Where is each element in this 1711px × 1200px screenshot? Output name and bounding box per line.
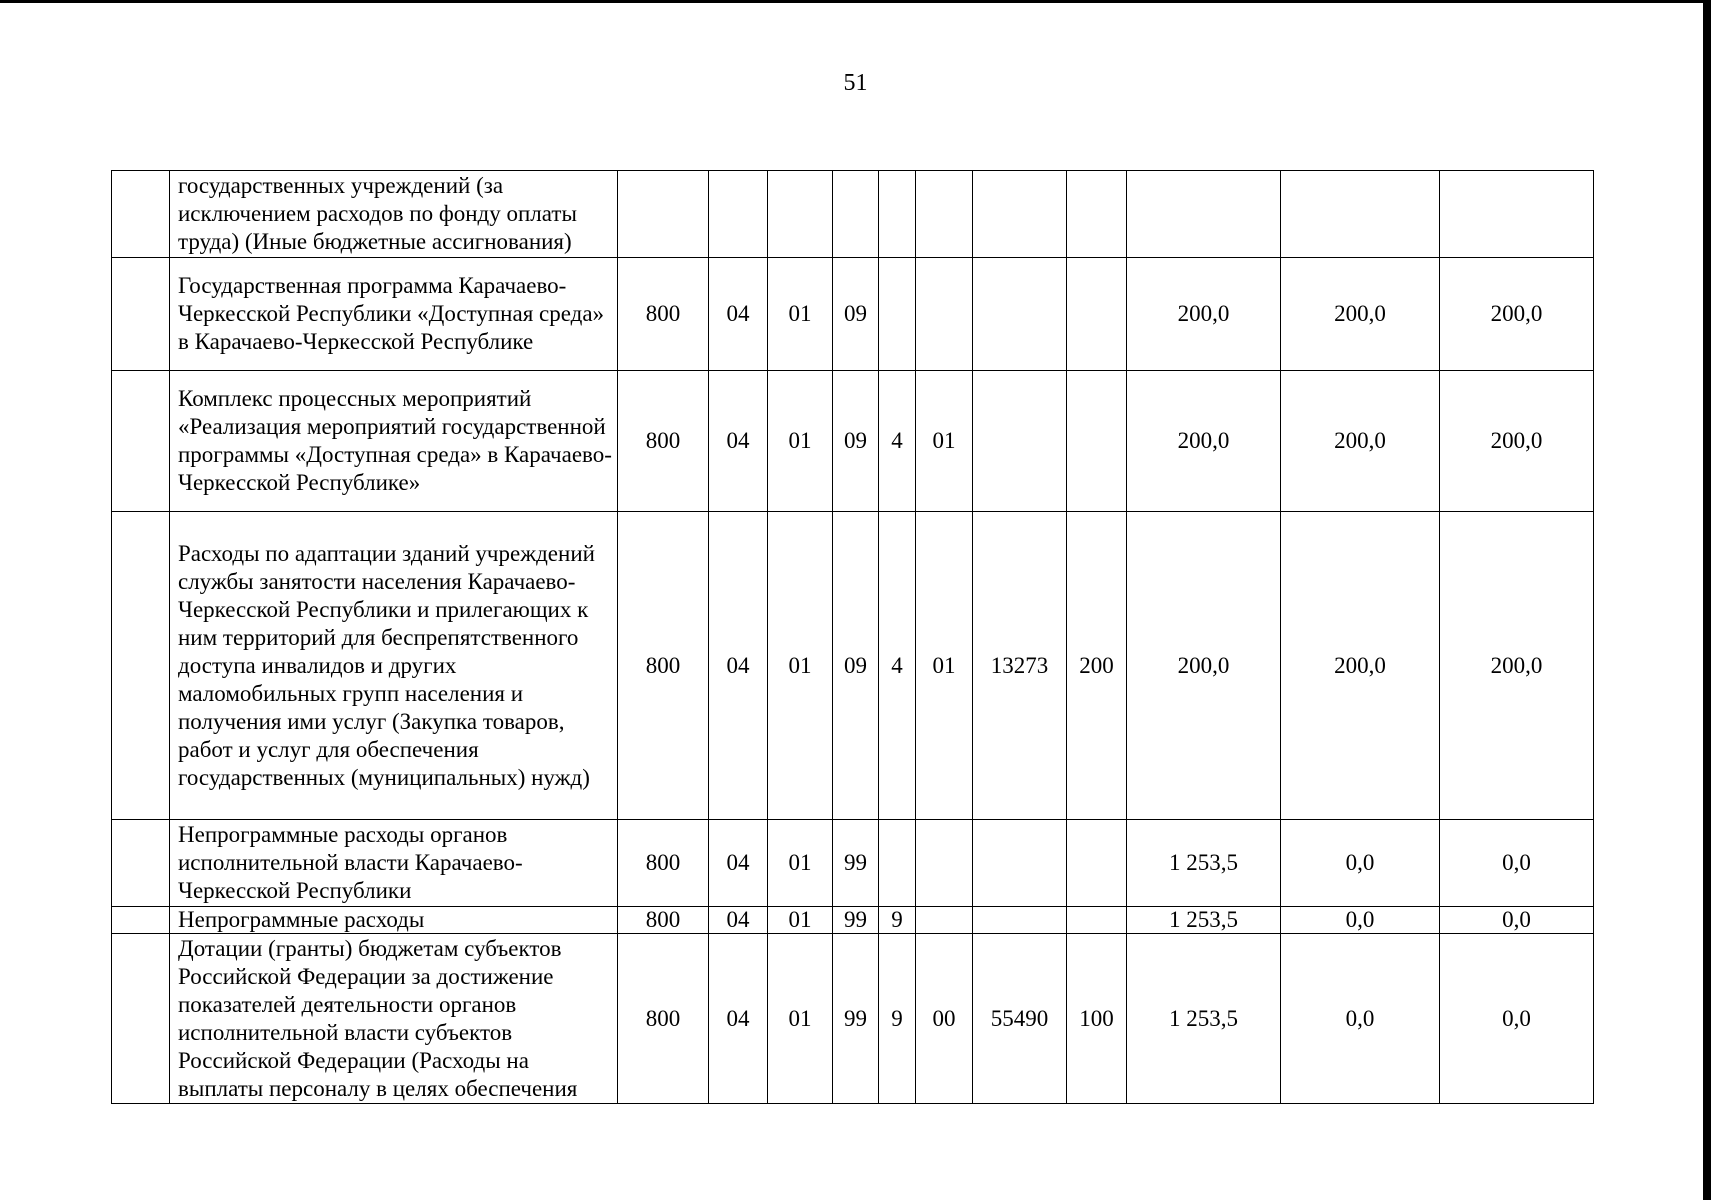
code-expense-type — [1067, 171, 1127, 258]
code-measure — [916, 907, 973, 934]
code-program: 09 — [833, 258, 879, 371]
code-subprogram: 4 — [879, 371, 916, 512]
code-subsection: 01 — [768, 907, 833, 934]
amount-year-3 — [1440, 171, 1594, 258]
amount-year-2: 0,0 — [1281, 907, 1440, 934]
item-name: Непрограммные расходы — [170, 907, 618, 934]
code-direction: 55490 — [973, 934, 1067, 1104]
amount-year-2 — [1281, 171, 1440, 258]
amount-year-2: 200,0 — [1281, 258, 1440, 371]
code-section: 04 — [709, 907, 768, 934]
item-name: государственных учреждений (за исключением расходов по фонду оплаты труда) (Иные бюджетные ассигнования) — [170, 171, 618, 258]
code-measure — [916, 171, 973, 258]
code-section: 04 — [709, 512, 768, 820]
code-subprogram — [879, 171, 916, 258]
code-measure: 01 — [916, 512, 973, 820]
code-subprogram: 4 — [879, 512, 916, 820]
code-direction — [973, 907, 1067, 934]
code-direction — [973, 371, 1067, 512]
amount-year-1: 200,0 — [1127, 258, 1281, 371]
code-subsection: 01 — [768, 934, 833, 1104]
amount-year-1: 1 253,5 — [1127, 907, 1281, 934]
row-number-cell — [112, 934, 170, 1104]
code-expense-type: 200 — [1067, 512, 1127, 820]
code-subsection: 01 — [768, 512, 833, 820]
code-program: 99 — [833, 934, 879, 1104]
code-direction — [973, 171, 1067, 258]
row-number-cell — [112, 820, 170, 907]
code-expense-type — [1067, 907, 1127, 934]
code-direction: 13273 — [973, 512, 1067, 820]
item-name: Непрограммные расходы органов исполнительной власти Карачаево-Черкесской Республики — [170, 820, 618, 907]
item-name: Расходы по адаптации зданий учреждений службы занятости населения Карачаево-Черкесской Республики и прилегающих к ним территорий для беспрепятственного доступа инвалидов и других маломобильных групп населения и получения ими услуг (Закупка товаров, работ и услуг для обеспечения государственных (муниципальных) нужд) — [170, 512, 618, 820]
code-measure: 00 — [916, 934, 973, 1104]
code-measure — [916, 820, 973, 907]
code-direction — [973, 258, 1067, 371]
scan-edge-right — [1703, 0, 1711, 1200]
code-measure: 01 — [916, 371, 973, 512]
code-subsection — [768, 171, 833, 258]
amount-year-2: 200,0 — [1281, 512, 1440, 820]
code-subprogram — [879, 258, 916, 371]
table-row — [112, 907, 1594, 934]
item-name: Дотации (гранты) бюджетам субъектов Российской Федерации за достижение показателей деятельности органов исполнительной власти субъектов Российской Федерации (Расходы на выплаты персоналу в целях обеспечения — [170, 934, 618, 1104]
code-section: 04 — [709, 258, 768, 371]
amount-year-3: 200,0 — [1440, 371, 1594, 512]
row-number-cell — [112, 512, 170, 820]
table-row — [112, 934, 1594, 1104]
item-name: Комплекс процессных мероприятий «Реализация мероприятий государственной программы «Доступная среда» в Карачаево-Черкесской Республике» — [170, 371, 618, 512]
code-program — [833, 171, 879, 258]
amount-year-3: 200,0 — [1440, 512, 1594, 820]
amount-year-2: 0,0 — [1281, 934, 1440, 1104]
code-ved: 800 — [618, 258, 709, 371]
code-subsection: 01 — [768, 258, 833, 371]
code-measure — [916, 258, 973, 371]
table-row — [112, 171, 1594, 258]
scan-edge-top — [0, 0, 1711, 3]
code-ved: 800 — [618, 371, 709, 512]
code-program: 09 — [833, 371, 879, 512]
code-direction — [973, 820, 1067, 907]
code-section: 04 — [709, 934, 768, 1104]
code-expense-type — [1067, 258, 1127, 371]
code-program: 09 — [833, 512, 879, 820]
code-ved: 800 — [618, 820, 709, 907]
amount-year-3: 0,0 — [1440, 820, 1594, 907]
amount-year-3: 0,0 — [1440, 907, 1594, 934]
code-subsection: 01 — [768, 371, 833, 512]
code-section: 04 — [709, 371, 768, 512]
row-number-cell — [112, 371, 170, 512]
row-number-cell — [112, 258, 170, 371]
row-number-cell — [112, 171, 170, 258]
amount-year-1: 1 253,5 — [1127, 934, 1281, 1104]
amount-year-3: 0,0 — [1440, 934, 1594, 1104]
code-expense-type — [1067, 371, 1127, 512]
code-expense-type — [1067, 820, 1127, 907]
code-subprogram: 9 — [879, 934, 916, 1104]
code-subprogram — [879, 820, 916, 907]
amount-year-2: 200,0 — [1281, 371, 1440, 512]
code-section: 04 — [709, 820, 768, 907]
amount-year-1: 1 253,5 — [1127, 820, 1281, 907]
code-subprogram: 9 — [879, 907, 916, 934]
code-section — [709, 171, 768, 258]
amount-year-3: 200,0 — [1440, 258, 1594, 371]
item-name: Государственная программа Карачаево-Черкесской Республики «Доступная среда» в Карачаево-Черкесской Республике — [170, 258, 618, 371]
code-program: 99 — [833, 820, 879, 907]
code-ved — [618, 171, 709, 258]
code-program: 99 — [833, 907, 879, 934]
row-number-cell — [112, 907, 170, 934]
code-subsection: 01 — [768, 820, 833, 907]
amount-year-1 — [1127, 171, 1281, 258]
table-row — [112, 371, 1594, 512]
code-ved: 800 — [618, 907, 709, 934]
budget-table — [111, 170, 1594, 1104]
table-row — [112, 258, 1594, 371]
code-ved: 800 — [618, 934, 709, 1104]
page-number: 51 — [843, 70, 868, 96]
amount-year-2: 0,0 — [1281, 820, 1440, 907]
table-row — [112, 820, 1594, 907]
code-expense-type: 100 — [1067, 934, 1127, 1104]
amount-year-1: 200,0 — [1127, 512, 1281, 820]
table-row — [112, 512, 1594, 820]
amount-year-1: 200,0 — [1127, 371, 1281, 512]
code-ved: 800 — [618, 512, 709, 820]
